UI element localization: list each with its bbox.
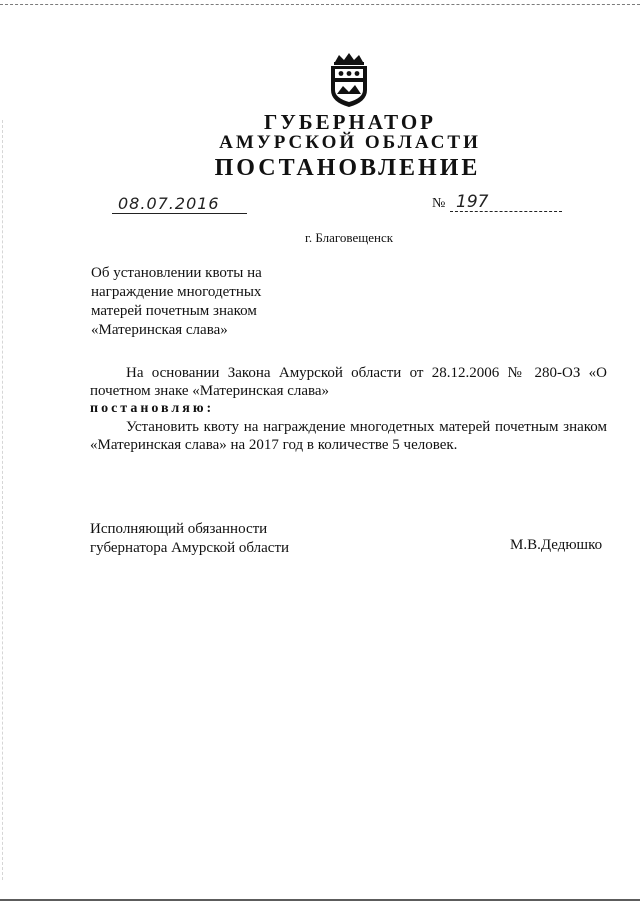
document-date: 08.07.2016 xyxy=(118,194,220,213)
subject-line: награждение многодетных xyxy=(91,284,262,300)
city-name: г. Благовещенск xyxy=(304,230,394,245)
number-underline xyxy=(450,211,562,212)
date-underline xyxy=(112,213,247,214)
decree-word: постановляю: xyxy=(90,401,215,416)
subject-line: матерей почетным знаком xyxy=(91,303,257,319)
signatory-position xyxy=(90,520,289,558)
document-number: 197 xyxy=(456,192,489,212)
operative-paragraph: Установить квоту на награждение многодетных матерей почетным знаком «Материнская слава» на 2017 год в количестве 5 человек. xyxy=(90,419,607,453)
title-region: АМУРСКОЙ ОБЛАСТИ xyxy=(219,132,481,153)
title-governor: ГУБЕРНАТОР xyxy=(263,110,437,134)
subject-block xyxy=(91,264,291,340)
signatory-name: М.В.Дедюшко xyxy=(510,537,603,553)
title-document-type: ПОСТАНОВЛЕНИЕ xyxy=(214,155,481,181)
scan-edge-top xyxy=(0,4,640,5)
preamble-paragraph: На основании Закона Амурской области от 28.12.2006 № 280-ОЗ «О почетном знаке «Материнская слава» xyxy=(90,365,607,399)
subject-line: «Материнская слава» xyxy=(91,322,228,338)
position-line: губернатора Амурской области xyxy=(90,540,290,556)
subject-line: Об установлении квоты на xyxy=(91,265,262,281)
number-label: № xyxy=(432,196,446,211)
scan-edge-bottom xyxy=(0,899,640,901)
document-body xyxy=(90,364,607,454)
coat-of-arms-icon xyxy=(327,52,371,108)
position-line: Исполняющий обязанности xyxy=(90,521,268,537)
